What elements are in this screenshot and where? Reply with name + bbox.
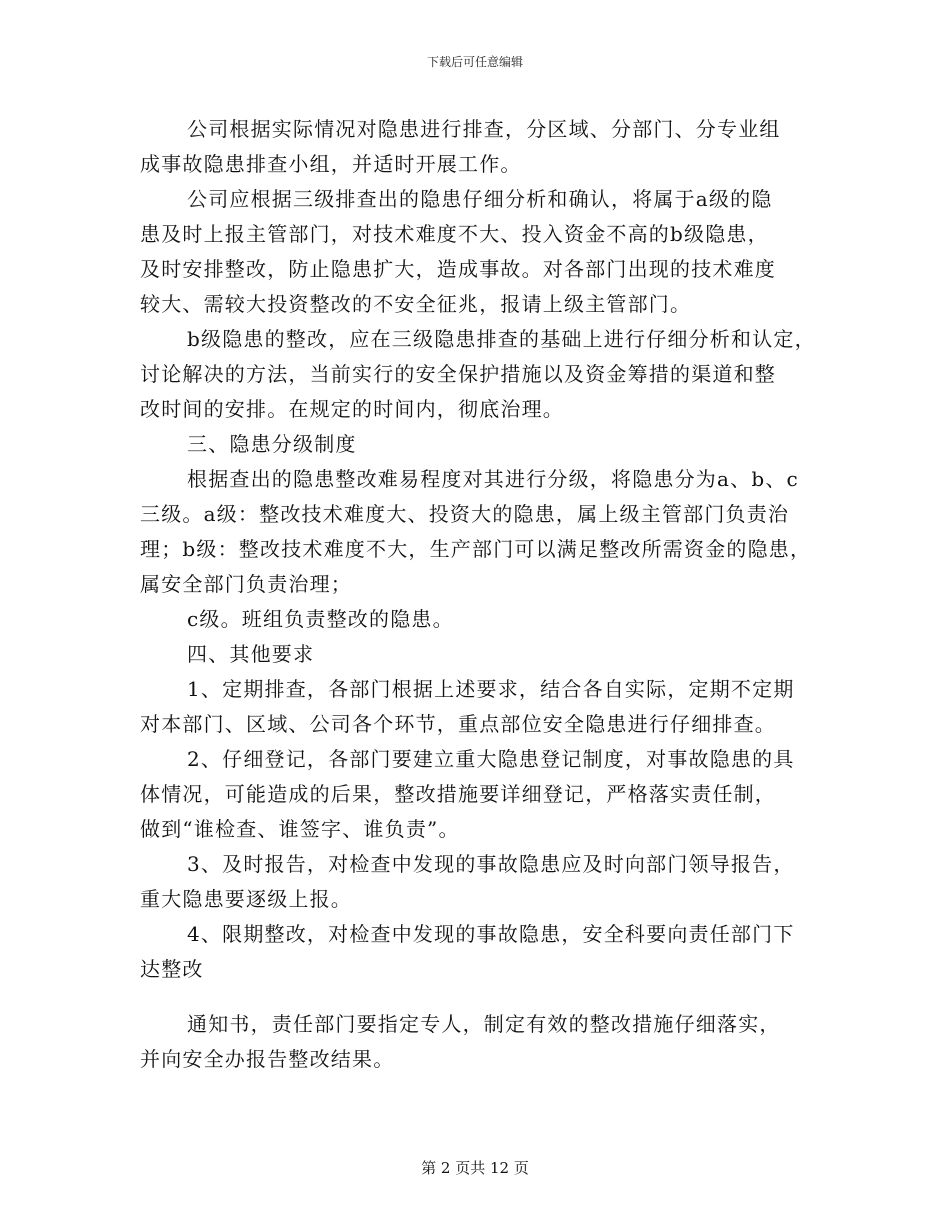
paragraph-line: 4、限期整改，对检查中发现的事故隐患，安全科要向责任部门下	[187, 922, 795, 946]
paragraph-line: 体情况，可能造成的后果，整改措施要详细登记，严格落实责任制，	[140, 782, 776, 806]
paragraph-line: 较大、需较大投资整改的不安全征兆，报请上级主管部门。	[140, 292, 692, 316]
paragraph-line: 公司应根据三级排查出的隐患仔细分析和确认，将属于a级的隐	[187, 187, 773, 211]
paragraph-line: 改时间的安排。在规定的时间内，彻底治理。	[140, 397, 564, 421]
paragraph-line: 2、仔细登记，各部门要建立重大隐患登记制度，对事故隐患的具	[187, 747, 795, 771]
paragraph-line: 重大隐患要逐级上报。	[140, 887, 352, 911]
paragraph-line: 患及时上报主管部门，对技术难度不大、投入资金不高的b级隐患，	[140, 222, 769, 246]
paragraph-line: 达整改	[140, 957, 204, 981]
paragraph-line: c级。班组负责整改的隐患。	[187, 607, 454, 631]
paragraph-line: 并向安全办报告整改结果。	[140, 1047, 395, 1071]
section-heading: 三、隐患分级制度	[187, 432, 357, 456]
section-heading: 四、其他要求	[187, 642, 315, 666]
paragraph-line: 1、定期排查，各部门根据上述要求，结合各自实际，定期不定期	[187, 677, 795, 701]
paragraph-line: 属安全部门负责治理；	[140, 572, 352, 596]
paragraph-line: 及时安排整改，防止隐患扩大，造成事故。对各部门出现的技术难度	[140, 257, 776, 281]
document-body	[140, 112, 830, 1077]
paragraph-line: 对本部门、区域、公司各个环节，重点部位安全隐患进行仔细排查。	[140, 712, 776, 736]
paragraph-line: 讨论解决的方法，当前实行的安全保护措施以及资金筹措的渠道和整	[140, 362, 776, 386]
paragraph-line: 公司根据实际情况对隐患进行排查，分区域、分部门、分专业组	[187, 117, 781, 141]
paragraph-line: 根据查出的隐患整改难易程度对其进行分级，将隐患分为a、b、c	[187, 467, 799, 491]
paragraph-gap	[140, 987, 830, 1007]
paragraph-line: 三级。a级：整改技术难度大、投资大的隐患，属上级主管部门负责治	[140, 502, 790, 526]
paragraph-line: 3、及时报告，对检查中发现的事故隐患应及时向部门领导报告，	[187, 852, 795, 876]
page-header: 下载后可任意编辑	[426, 55, 523, 69]
paragraph-line: b级隐患的整改，应在三级隐患排查的基础上进行仔细分析和认定，	[187, 327, 816, 351]
paragraph-line: 成事故隐患排查小组，并适时开展工作。	[140, 152, 522, 176]
paragraph-line: 通知书，责任部门要指定专人，制定有效的整改措施仔细落实，	[187, 1012, 781, 1036]
page-footer: 第 2 页共 12 页	[421, 1159, 529, 1177]
paragraph-line: 做到“谁检查、谁签字、谁负责”。	[140, 817, 460, 841]
paragraph-line: 理；b级：整改技术难度不大，生产部门可以满足整改所需资金的隐患，	[140, 537, 812, 561]
